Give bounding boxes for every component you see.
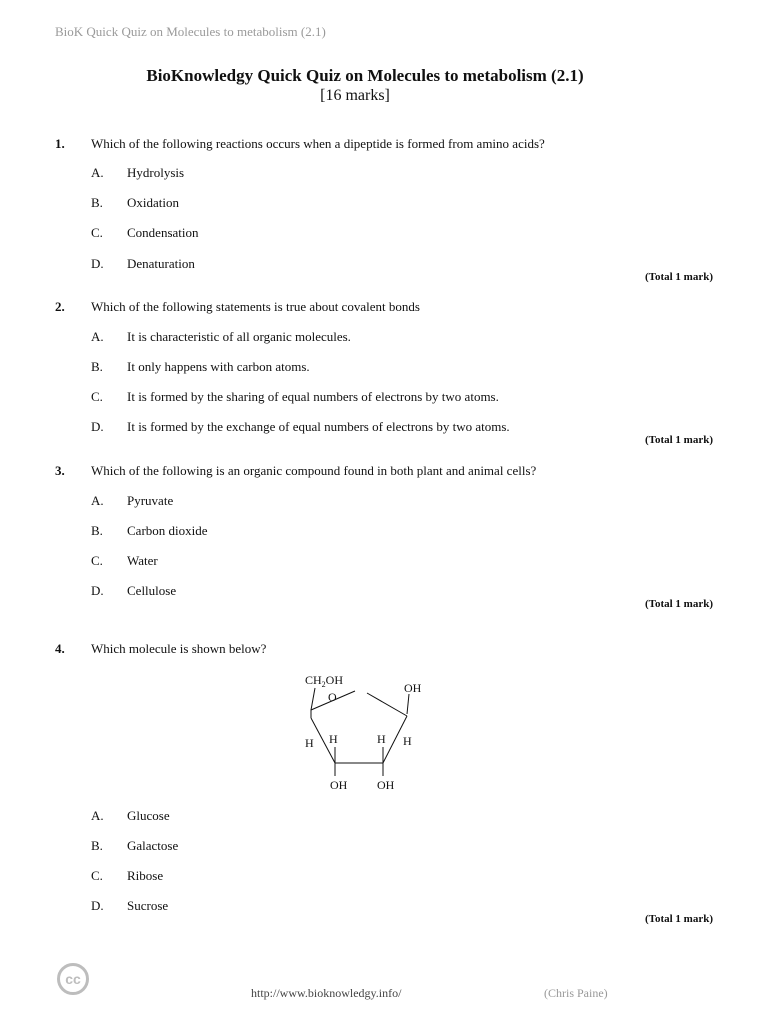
h-label-right: H — [403, 734, 412, 748]
oh-label-bottom-right: OH — [377, 778, 395, 792]
option-letter: B. — [91, 195, 103, 210]
option-letter: A. — [91, 493, 104, 508]
running-header: BioK Quick Quiz on Molecules to metabolism (2.1) — [55, 24, 326, 39]
h-label-left: H — [305, 736, 314, 750]
option-letter: D. — [91, 419, 104, 434]
ring-oxygen-label: O — [328, 690, 337, 704]
question-number: 2. — [55, 299, 65, 314]
option-text: It is characteristic of all organic molecules. — [127, 329, 351, 344]
option-text: Hydrolysis — [127, 165, 185, 180]
option-letter: D. — [91, 256, 104, 271]
creative-commons-icon: cc — [57, 963, 89, 995]
bond-line — [311, 688, 315, 710]
question-text: Which of the following reactions occurs when a dipeptide is formed from amino acids? — [91, 136, 545, 151]
question-number: 3. — [55, 463, 65, 478]
option-text: Condensation — [127, 225, 199, 240]
option-text: Pyruvate — [127, 493, 174, 508]
ring-bond-right — [367, 693, 407, 716]
option-text: Sucrose — [127, 898, 169, 913]
option-letter: B. — [91, 359, 103, 374]
ribose-structure-diagram — [295, 668, 445, 798]
footer-author: (Chris Paine) — [544, 986, 608, 1000]
option-text: It is formed by the sharing of equal numbers of electrons by two atoms. — [127, 389, 499, 404]
option-letter: C. — [91, 553, 103, 568]
h-label-inner-left: H — [329, 732, 338, 746]
question-total-mark: (Total 1 mark) — [644, 434, 713, 446]
question-number: 4. — [55, 641, 65, 656]
option-letter: A. — [91, 165, 104, 180]
option-letter: D. — [91, 898, 104, 913]
option-letter: C. — [91, 389, 103, 404]
option-text: Carbon dioxide — [127, 523, 208, 538]
option-text: It is formed by the exchange of equal numbers of electrons by two atoms. — [127, 419, 510, 434]
option-letter: D. — [91, 583, 104, 598]
h-label-inner-right: H — [377, 732, 386, 746]
option-letter: C. — [91, 225, 103, 240]
option-text: Cellulose — [127, 583, 177, 598]
total-marks: [16 marks] — [320, 87, 390, 104]
question-text: Which of the following statements is true about covalent bonds — [91, 299, 420, 314]
oh-label-bottom-left: OH — [330, 778, 348, 792]
option-text: Ribose — [127, 868, 164, 883]
question-total-mark: (Total 1 mark) — [644, 913, 713, 925]
option-letter: B. — [91, 838, 103, 853]
option-letter: C. — [91, 868, 103, 883]
option-letter: B. — [91, 523, 103, 538]
page-title: BioKnowledgy Quick Quiz on Molecules to metabolism (2.1) — [146, 66, 584, 85]
option-text: Oxidation — [127, 195, 179, 210]
oh-label-top: OH — [404, 681, 422, 695]
option-text: Galactose — [127, 838, 179, 853]
question-number: 1. — [55, 136, 65, 151]
option-text: Denaturation — [127, 256, 195, 271]
question-total-mark: (Total 1 mark) — [644, 271, 713, 283]
bond-line — [407, 694, 409, 714]
ch2oh-label: $CH_2OH$ — [305, 673, 344, 689]
footer-website-link[interactable]: http://www.bioknowledgy.info/ — [251, 986, 402, 1000]
option-text: Glucose — [127, 808, 170, 823]
question-text: Which molecule is shown below? — [91, 641, 267, 656]
question-text: Which of the following is an organic compound found in both plant and animal cells? — [91, 463, 537, 478]
question-total-mark: (Total 1 mark) — [644, 598, 713, 610]
option-letter: A. — [91, 329, 104, 344]
option-letter: A. — [91, 808, 104, 823]
option-text: It only happens with carbon atoms. — [127, 359, 310, 374]
option-text: Water — [127, 553, 158, 568]
